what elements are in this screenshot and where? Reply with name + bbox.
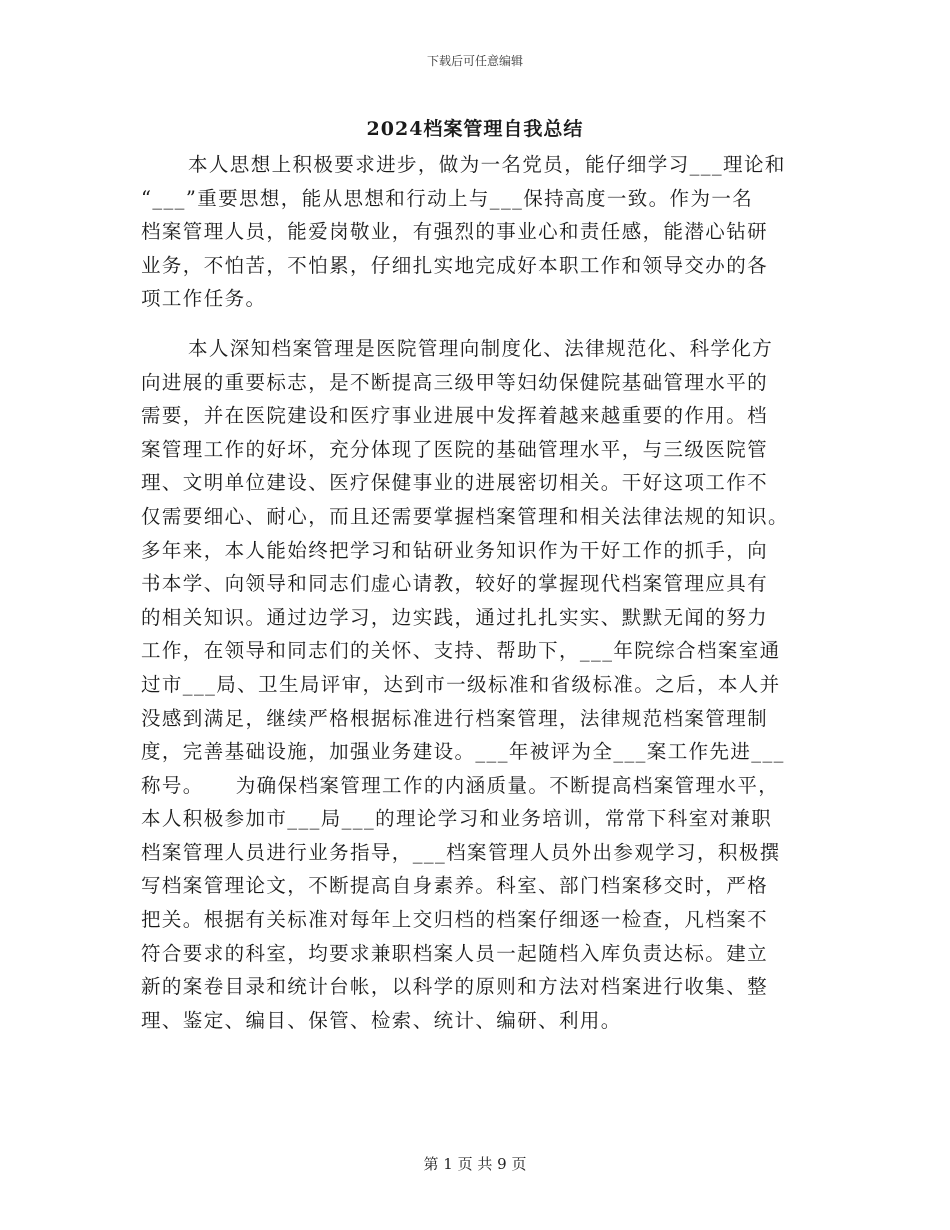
paragraph-2 xyxy=(141,332,809,1037)
document-body xyxy=(141,148,809,1037)
text-line: 本人深知档案管理是医院管理向制度化、法律规范化、科学化方 xyxy=(188,336,774,360)
text-line: 档案管理人员进行业务指导，___档案管理人员外出参观学习，积极撰 xyxy=(141,840,781,864)
text-line: 符合要求的科室，均要求兼职档案人员一起随档入库负责达标。建立 xyxy=(141,941,769,965)
text-line: 没感到满足，继续严格根据标准进行档案管理，法律规范档案管理制 xyxy=(141,706,769,730)
text-line: 向进展的重要标志，是不断提高三级甲等妇幼保健院基础管理水平的 xyxy=(141,370,769,394)
text-line: 称号。 为确保档案管理工作的内涵质量。不断提高档案管理水平， xyxy=(141,773,780,797)
text-line: 把关。根据有关标准对每年上交归档的档案仔细逐一检查，凡档案不 xyxy=(141,908,769,932)
text-line: 书本学、向领导和同志们虚心请教，较好的掌握现代档案管理应具有 xyxy=(141,572,769,596)
text-line: 工作，在领导和同志们的关怀、支持、帮助下，___年院综合档案室通 xyxy=(141,639,781,663)
text-line: 理、鉴定、编目、保管、检索、统计、编研、利用。 xyxy=(141,1008,622,1032)
page-number-footer: 第 1 页 共 9 页 xyxy=(423,1155,527,1173)
text-line: 档案管理人员，能爱岗敬业，有强烈的事业心和责任感，能潜心钻研 xyxy=(141,220,769,244)
text-line: 新的案卷目录和统计台帐，以科学的原则和方法对档案进行收集、整 xyxy=(141,975,769,999)
text-line: 项工作任务。 xyxy=(141,287,267,311)
text-line: 写档案管理论文，不断提高自身素养。科室、部门档案移交时，严格 xyxy=(141,874,769,898)
page-header-note: 下载后可任意编辑 xyxy=(426,54,523,68)
text-line: “___”重要思想，能从思想和行动上与___保持高度一致。作为一名 xyxy=(141,186,754,210)
text-line: 需要，并在医院建设和医疗事业进展中发挥着越来越重要的作用。档 xyxy=(141,404,769,428)
text-line: 过市___局、卫生局评审，达到市一级标准和省级标准。之后，本人并 xyxy=(141,672,781,696)
paragraph-1 xyxy=(141,148,809,316)
text-line: 仅需要细心、耐心，而且还需要掌握档案管理和相关法律法规的知识。 xyxy=(141,504,789,528)
text-line: 的相关知识。通过边学习，边实践，通过扎扎实实、默默无闻的努力 xyxy=(141,605,769,629)
text-line: 案管理工作的好坏，充分体现了医院的基础管理水平，与三级医院管 xyxy=(141,437,769,461)
text-line: 理、文明单位建设、医疗保健事业的进展密切相关。干好这项工作不 xyxy=(141,471,769,495)
text-line: 多年来，本人能始终把学习和钻研业务知识作为干好工作的抓手，向 xyxy=(141,538,769,562)
text-line: 本人思想上积极要求进步，做为一名党员，能仔细学习___理论和 xyxy=(188,153,786,176)
text-line: 度，完善基础设施，加强业务建设。___年被评为全___案工作先进___ xyxy=(141,740,785,764)
text-line: 本人积极参加市___局___的理论学习和业务培训，常常下科室对兼职 xyxy=(141,807,773,831)
text-line: 业务，不怕苦，不怕累，仔细扎实地完成好本职工作和领导交办的各 xyxy=(141,253,769,277)
document-title: 2024档案管理自我总结 xyxy=(366,118,584,140)
